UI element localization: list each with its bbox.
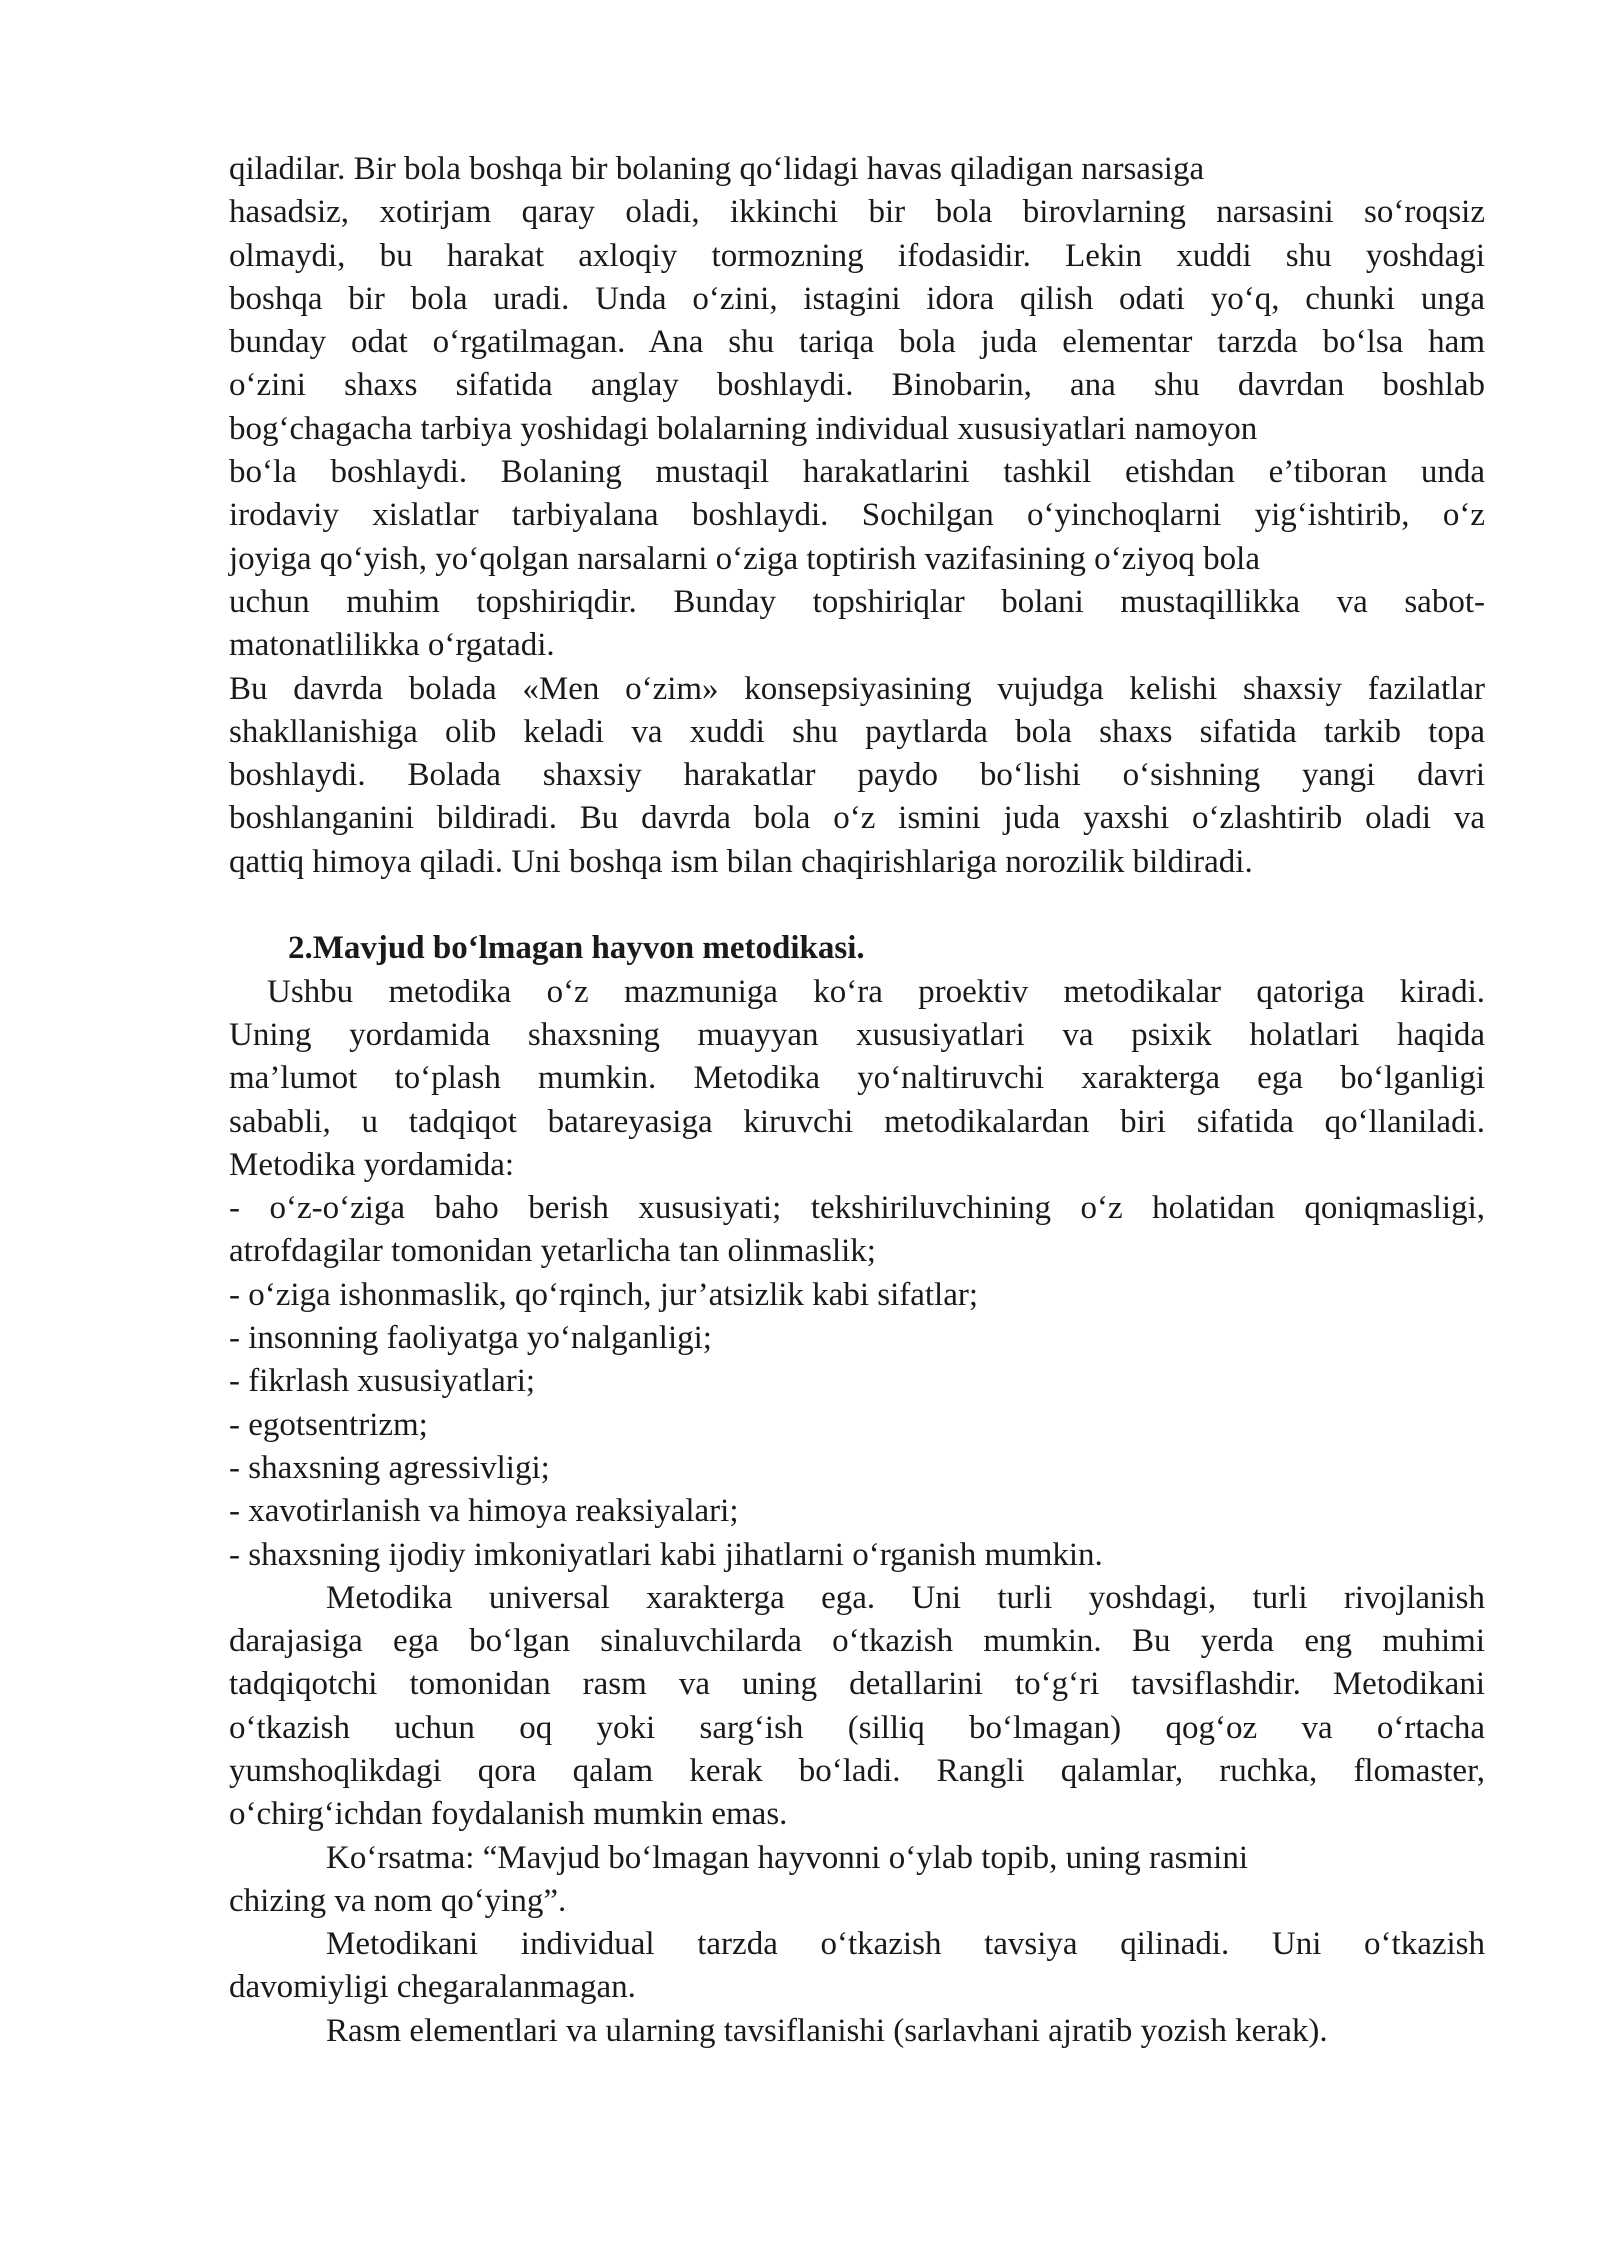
text-line: Ko‘rsatma: “Mavjud bo‘lmagan hayvonni o‘ylab topib, uning rasmini xyxy=(326,1839,1248,1876)
paragraph-method-intro xyxy=(229,971,1485,1187)
paragraph-instruction xyxy=(229,1837,1485,1924)
list-item: - o‘z-o‘ziga baho berish xususiyati; tekshiriluvchining o‘z holatidan qoniqmasligi, xyxy=(229,1190,1485,1227)
text-line: Metodika yordamida: xyxy=(229,1146,515,1183)
text-line: matonatlilikka o‘rgatadi. xyxy=(229,627,555,664)
blank-line xyxy=(229,884,1485,927)
text-line: boshqa bir bola uradi. Unda o‘zini, istagini idora qilish odati yo‘q, chunki unga xyxy=(229,280,1485,317)
text-line: darajasiga ega bo‘lgan sinaluvchilarda o‘tkazish mumkin. Bu yerda eng muhimi xyxy=(229,1623,1485,1660)
text-line: qiladilar. Bir bola boshqa bir bolaning qo‘lidagi havas qiladigan narsasiga xyxy=(229,151,1205,187)
text-line: o‘zini shaxs sifatida anglay boshlaydi. Binobarin, ana shu davrdan boshlab xyxy=(229,367,1485,404)
text-line: sababli, u tadqiqot batareyasiga kiruvchi metodikalardan biri sifatida qo‘llaniladi. xyxy=(229,1103,1485,1140)
list-item: - fikrlash xususiyatlari; xyxy=(229,1363,536,1400)
text-line: bunday odat o‘rgatilmagan. Ana shu tariqa bola juda elementar tarzda bo‘lsa ham xyxy=(229,324,1485,361)
list-item: - egotsentrizm; xyxy=(229,1406,428,1443)
list-item: - insonning faoliyatga yo‘nalganligi; xyxy=(229,1320,712,1357)
text-line: irodaviy xislatlar tarbiyalana boshlaydi. Sochilgan o‘yinchoqlarni yig‘ishtirib, o‘z xyxy=(229,497,1485,534)
text-line: bog‘chagacha tarbiya yoshidagi bolalarning individual xususiyatlari namoyon xyxy=(229,410,1258,447)
text-line: Bu davrda bolada «Men o‘zim» konsepsiyasining vujudga kelishi shaxsiy fazilatlar xyxy=(229,670,1485,707)
section-heading: 2.Mavjud bo‘lmagan hayvon metodikasi. xyxy=(288,930,865,967)
text-line: boshlanganini bildiradi. Bu davrda bola o‘z ismini juda yaxshi o‘zlashtirib oladi va xyxy=(229,800,1485,837)
text-line: tadqiqotchi tomonidan rasm va uning detallarini to‘g‘ri tavsiflashdir. Metodikani xyxy=(229,1666,1485,1703)
paragraph-elements xyxy=(229,2010,1485,2053)
text-line: qattiq himoya qiladi. Uni boshqa ism bilan chaqirishlariga norozilik bildiradi. xyxy=(229,843,1253,880)
list-item-continuation: atrofdagilar tomonidan yetarlicha tan olinmaslik; xyxy=(229,1233,876,1270)
paragraph-individual xyxy=(229,1923,1485,2010)
text-line: hasadsiz, xotirjam qaray oladi, ikkinchi bir bola birovlarning narsasini so‘roqsiz xyxy=(229,194,1485,231)
paragraph-men-ozim xyxy=(229,668,1485,884)
text-line: Ushbu metodika o‘z mazmuniga ko‘ra proektiv metodikalar qatoriga kiradi. xyxy=(267,973,1485,1010)
list-item: - o‘ziga ishonmaslik, qo‘rqinch, jur’atsizlik kabi sifatlar; xyxy=(229,1276,979,1313)
list-item: - shaxsning ijodiy imkoniyatlari kabi jihatlarni o‘rganish mumkin. xyxy=(229,1536,1103,1573)
list-item: - xavotirlanish va himoya reaksiyalari; xyxy=(229,1493,739,1530)
text-line: chizing va nom qo‘ying”. xyxy=(229,1882,567,1919)
bullet-list xyxy=(229,1187,1485,1577)
list-item: - shaxsning agressivligi; xyxy=(229,1449,550,1486)
text-line: o‘tkazish uchun oq yoki sarg‘ish (silliq bo‘lmagan) qog‘oz va o‘rtacha xyxy=(229,1709,1485,1746)
text-line: uchun muhim topshiriqdir. Bunday topshiriqlar bolani mustaqillikka va sabot- xyxy=(229,583,1485,620)
text-line: yumshoqlikdagi qora qalam kerak bo‘ladi. Rangli qalamlar, ruchka, flomaster, xyxy=(229,1752,1485,1789)
text-line: davomiyligi chegaralanmagan. xyxy=(229,1969,636,2006)
text-line: o‘chirg‘ichdan foydalanish mumkin emas. xyxy=(229,1796,788,1833)
text-line: ma’lumot to‘plash mumkin. Metodika yo‘naltiruvchi xarakterga ega bo‘lganligi xyxy=(229,1060,1485,1097)
text-line: Rasm elementlari va ularning tavsiflanishi (sarlavhani ajratib yozish kerak). xyxy=(326,2012,1328,2049)
text-line: Metodika universal xarakterga ega. Uni turli yoshdagi, turli rivojlanish xyxy=(326,1579,1485,1616)
text-line: Uning yordamida shaxsning muayyan xususiyatlari va psixik holatlari haqida xyxy=(229,1016,1485,1053)
text-line: joyiga qo‘yish, yo‘qolgan narsalarni o‘ziga toptirish vazifasining o‘ziyoq bola xyxy=(229,540,1260,577)
text-line: boshlaydi. Bolada shaxsiy harakatlar paydo bo‘lishi o‘sishning yangi davri xyxy=(229,757,1485,794)
text-line: Metodikani individual tarzda o‘tkazish tavsiya qilinadi. Uni o‘tkazish xyxy=(326,1926,1485,1963)
paragraph-intro xyxy=(229,148,1485,668)
text-line: shakllanishiga olib keladi va xuddi shu paytlarda bola shaxs sifatida tarkib topa xyxy=(229,713,1485,750)
text-line: bo‘la boshlaydi. Bolaning mustaqil harakatlarini tashkil etishdan e’tiboran unda xyxy=(229,454,1485,491)
paragraph-universal xyxy=(229,1577,1485,1837)
text-line: olmaydi, bu harakat axloqiy tormozning ifodasidir. Lekin xuddi shu yoshdagi xyxy=(229,237,1485,274)
document-body xyxy=(229,148,1485,2053)
